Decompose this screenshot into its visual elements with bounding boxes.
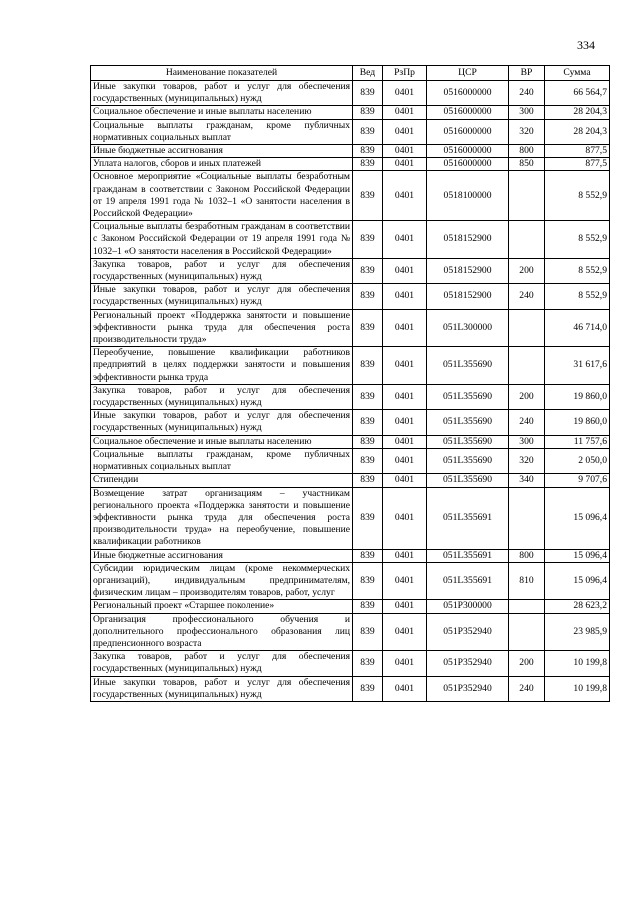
row-ved-cell: 839 — [353, 81, 383, 106]
header-rzpr: РзПр — [383, 66, 427, 81]
row-sum-cell: 66 564,7 — [545, 81, 610, 106]
row-vr-cell — [509, 600, 545, 613]
row-csr-cell: 051L300000 — [427, 309, 509, 347]
row-name-cell: Социальные выплаты гражданам, кроме публичных нормативных социальных выплат — [91, 448, 353, 473]
row-vr-cell — [509, 309, 545, 347]
row-vr-cell: 320 — [509, 448, 545, 473]
table-row — [91, 651, 610, 676]
row-csr-cell: 0516000000 — [427, 145, 509, 158]
row-vr-cell: 200 — [509, 258, 545, 283]
row-ved-cell: 839 — [353, 284, 383, 309]
page-number: 334 — [577, 38, 595, 52]
table-row — [91, 81, 610, 106]
row-name-cell: Закупка товаров, работ и услуг для обеспечения государственных (муниципальных) нужд — [91, 384, 353, 409]
row-ved-cell: 839 — [353, 410, 383, 435]
row-sum-cell: 46 714,0 — [545, 309, 610, 347]
table-row — [91, 158, 610, 171]
row-name-cell: Субсидии юридическим лицам (кроме некоммерческих организаций), индивидуальным предпринимателям, физическим лицам – производителям товаров, работ, услуг — [91, 562, 353, 600]
row-vr-cell — [509, 171, 545, 221]
header-ved: Вед — [353, 66, 383, 81]
row-rzpr-cell: 0401 — [383, 562, 427, 600]
row-sum-cell: 877,5 — [545, 158, 610, 171]
row-ved-cell: 839 — [353, 651, 383, 676]
row-name-cell: Социальное обеспечение и иные выплаты населению — [91, 106, 353, 119]
row-rzpr-cell: 0401 — [383, 676, 427, 701]
header-vr: ВР — [509, 66, 545, 81]
row-sum-cell: 2 050,0 — [545, 448, 610, 473]
table-row — [91, 562, 610, 600]
row-name-cell: Социальные выплаты гражданам, кроме публичных нормативных социальных выплат — [91, 119, 353, 144]
header-csr: ЦСР — [427, 66, 509, 81]
row-vr-cell — [509, 221, 545, 259]
row-ved-cell: 839 — [353, 600, 383, 613]
row-name-cell: Социальное обеспечение и иные выплаты населению — [91, 435, 353, 448]
row-rzpr-cell: 0401 — [383, 221, 427, 259]
row-rzpr-cell: 0401 — [383, 613, 427, 651]
table-row — [91, 487, 610, 549]
row-name-cell: Иные бюджетные ассигнования — [91, 549, 353, 562]
row-ved-cell: 839 — [353, 474, 383, 487]
table-row — [91, 258, 610, 283]
row-csr-cell: 051P352940 — [427, 676, 509, 701]
row-sum-cell: 8 552,9 — [545, 258, 610, 283]
row-rzpr-cell: 0401 — [383, 410, 427, 435]
row-name-cell: Основное мероприятие «Социальные выплаты безработным гражданам в соответствии с Законом Российской Федерации от 19 апреля 1991 года № 1032–1 «О занятости населения в Российской Федерации» — [91, 171, 353, 221]
row-name-cell: Иные закупки товаров, работ и услуг для обеспечения государственных (муниципальных) нужд — [91, 284, 353, 309]
row-csr-cell: 051L355690 — [427, 384, 509, 409]
row-rzpr-cell: 0401 — [383, 309, 427, 347]
table-row — [91, 221, 610, 259]
table-row — [91, 613, 610, 651]
row-csr-cell: 051P352940 — [427, 651, 509, 676]
row-vr-cell — [509, 613, 545, 651]
row-ved-cell: 839 — [353, 106, 383, 119]
row-sum-cell: 15 096,4 — [545, 562, 610, 600]
row-name-cell: Возмещение затрат организациям – участникам регионального проекта «Поддержка занятости и повышение эффективности рынка труда для обеспечения роста производительности труда» на переобучение, повышение квалификации работников — [91, 487, 353, 549]
row-csr-cell: 0518152900 — [427, 284, 509, 309]
row-csr-cell: 051L355690 — [427, 448, 509, 473]
table-row — [91, 474, 610, 487]
table-row — [91, 549, 610, 562]
row-rzpr-cell: 0401 — [383, 448, 427, 473]
row-name-cell: Закупка товаров, работ и услуг для обеспечения государственных (муниципальных) нужд — [91, 651, 353, 676]
header-name: Наименование показателей — [91, 66, 353, 81]
row-name-cell: Переобучение, повышение квалификации работников предприятий в целях поддержки занятости и повышения эффективности рынка труда — [91, 347, 353, 385]
table-header-row — [91, 66, 610, 81]
row-ved-cell: 839 — [353, 562, 383, 600]
table-row — [91, 171, 610, 221]
row-rzpr-cell: 0401 — [383, 145, 427, 158]
row-rzpr-cell: 0401 — [383, 258, 427, 283]
row-vr-cell: 340 — [509, 474, 545, 487]
row-vr-cell: 800 — [509, 549, 545, 562]
row-sum-cell: 28 204,3 — [545, 119, 610, 144]
table-row — [91, 145, 610, 158]
row-name-cell: Иные закупки товаров, работ и услуг для обеспечения государственных (муниципальных) нужд — [91, 676, 353, 701]
row-vr-cell: 240 — [509, 81, 545, 106]
row-name-cell: Иные бюджетные ассигнования — [91, 145, 353, 158]
row-rzpr-cell: 0401 — [383, 487, 427, 549]
row-vr-cell: 300 — [509, 435, 545, 448]
row-sum-cell: 19 860,0 — [545, 410, 610, 435]
table-row — [91, 309, 610, 347]
row-vr-cell: 300 — [509, 106, 545, 119]
row-vr-cell: 810 — [509, 562, 545, 600]
row-ved-cell: 839 — [353, 448, 383, 473]
row-sum-cell: 10 199,8 — [545, 651, 610, 676]
row-ved-cell: 839 — [353, 676, 383, 701]
row-csr-cell: 0518152900 — [427, 258, 509, 283]
header-sum: Сумма — [545, 66, 610, 81]
row-sum-cell: 11 757,6 — [545, 435, 610, 448]
row-rzpr-cell: 0401 — [383, 171, 427, 221]
row-ved-cell: 839 — [353, 145, 383, 158]
row-ved-cell: 839 — [353, 309, 383, 347]
row-rzpr-cell: 0401 — [383, 347, 427, 385]
row-rzpr-cell: 0401 — [383, 81, 427, 106]
budget-table — [90, 65, 610, 702]
row-vr-cell: 240 — [509, 284, 545, 309]
row-ved-cell: 839 — [353, 435, 383, 448]
row-csr-cell: 051L355691 — [427, 487, 509, 549]
row-csr-cell: 0516000000 — [427, 119, 509, 144]
row-ved-cell: 839 — [353, 258, 383, 283]
row-sum-cell: 10 199,8 — [545, 676, 610, 701]
row-csr-cell: 0516000000 — [427, 106, 509, 119]
table-row — [91, 410, 610, 435]
row-ved-cell: 839 — [353, 119, 383, 144]
row-csr-cell: 051L355690 — [427, 347, 509, 385]
row-vr-cell: 240 — [509, 676, 545, 701]
row-rzpr-cell: 0401 — [383, 106, 427, 119]
row-name-cell: Иные закупки товаров, работ и услуг для обеспечения государственных (муниципальных) нужд — [91, 81, 353, 106]
row-vr-cell: 850 — [509, 158, 545, 171]
row-rzpr-cell: 0401 — [383, 435, 427, 448]
table-row — [91, 119, 610, 144]
row-ved-cell: 839 — [353, 549, 383, 562]
row-sum-cell: 8 552,9 — [545, 171, 610, 221]
row-csr-cell: 0516000000 — [427, 81, 509, 106]
row-name-cell: Организация профессионального обучения и дополнительного профессионального образования лиц предпенсионного возраста — [91, 613, 353, 651]
row-sum-cell: 15 096,4 — [545, 487, 610, 549]
row-name-cell: Уплата налогов, сборов и иных платежей — [91, 158, 353, 171]
row-name-cell: Стипендии — [91, 474, 353, 487]
row-ved-cell: 839 — [353, 613, 383, 651]
row-csr-cell: 051L355690 — [427, 410, 509, 435]
row-name-cell: Закупка товаров, работ и услуг для обеспечения государственных (муниципальных) нужд — [91, 258, 353, 283]
row-rzpr-cell: 0401 — [383, 600, 427, 613]
row-vr-cell: 800 — [509, 145, 545, 158]
table-row — [91, 106, 610, 119]
row-sum-cell: 28 204,3 — [545, 106, 610, 119]
row-rzpr-cell: 0401 — [383, 549, 427, 562]
row-csr-cell: 051P352940 — [427, 613, 509, 651]
table-row — [91, 384, 610, 409]
row-csr-cell: 051P300000 — [427, 600, 509, 613]
row-csr-cell: 0518100000 — [427, 171, 509, 221]
row-name-cell: Региональный проект «Старшее поколение» — [91, 600, 353, 613]
row-vr-cell: 200 — [509, 651, 545, 676]
row-sum-cell: 8 552,9 — [545, 221, 610, 259]
row-sum-cell: 31 617,6 — [545, 347, 610, 385]
table-row — [91, 435, 610, 448]
table-row — [91, 284, 610, 309]
row-csr-cell: 051L355691 — [427, 562, 509, 600]
row-sum-cell: 877,5 — [545, 145, 610, 158]
table-body — [91, 81, 610, 702]
row-rzpr-cell: 0401 — [383, 119, 427, 144]
table-row — [91, 347, 610, 385]
row-ved-cell: 839 — [353, 171, 383, 221]
row-csr-cell: 0516000000 — [427, 158, 509, 171]
row-sum-cell: 19 860,0 — [545, 384, 610, 409]
row-ved-cell: 839 — [353, 158, 383, 171]
row-sum-cell: 15 096,4 — [545, 549, 610, 562]
row-ved-cell: 839 — [353, 221, 383, 259]
row-ved-cell: 839 — [353, 384, 383, 409]
row-rzpr-cell: 0401 — [383, 474, 427, 487]
row-vr-cell: 200 — [509, 384, 545, 409]
row-csr-cell: 0518152900 — [427, 221, 509, 259]
table-row — [91, 448, 610, 473]
row-name-cell: Региональный проект «Поддержка занятости и повышение эффективности рынка труда для обеспечения роста производительности труда» — [91, 309, 353, 347]
row-csr-cell: 051L355690 — [427, 435, 509, 448]
row-sum-cell: 23 985,9 — [545, 613, 610, 651]
row-rzpr-cell: 0401 — [383, 284, 427, 309]
row-rzpr-cell: 0401 — [383, 651, 427, 676]
row-name-cell: Социальные выплаты безработным гражданам в соответствии с Законом Российской Федерации от 19 апреля 1991 года № 1032–1 «О занятости населения в Российской Федерации» — [91, 221, 353, 259]
row-ved-cell: 839 — [353, 487, 383, 549]
row-vr-cell: 320 — [509, 119, 545, 144]
row-ved-cell: 839 — [353, 347, 383, 385]
row-sum-cell: 9 707,6 — [545, 474, 610, 487]
row-csr-cell: 051L355690 — [427, 474, 509, 487]
row-rzpr-cell: 0401 — [383, 158, 427, 171]
table-row — [91, 600, 610, 613]
row-csr-cell: 051L355691 — [427, 549, 509, 562]
table-row — [91, 676, 610, 701]
row-sum-cell: 28 623,2 — [545, 600, 610, 613]
row-vr-cell: 240 — [509, 410, 545, 435]
row-vr-cell — [509, 487, 545, 549]
row-rzpr-cell: 0401 — [383, 384, 427, 409]
row-vr-cell — [509, 347, 545, 385]
row-sum-cell: 8 552,9 — [545, 284, 610, 309]
row-name-cell: Иные закупки товаров, работ и услуг для обеспечения государственных (муниципальных) нужд — [91, 410, 353, 435]
